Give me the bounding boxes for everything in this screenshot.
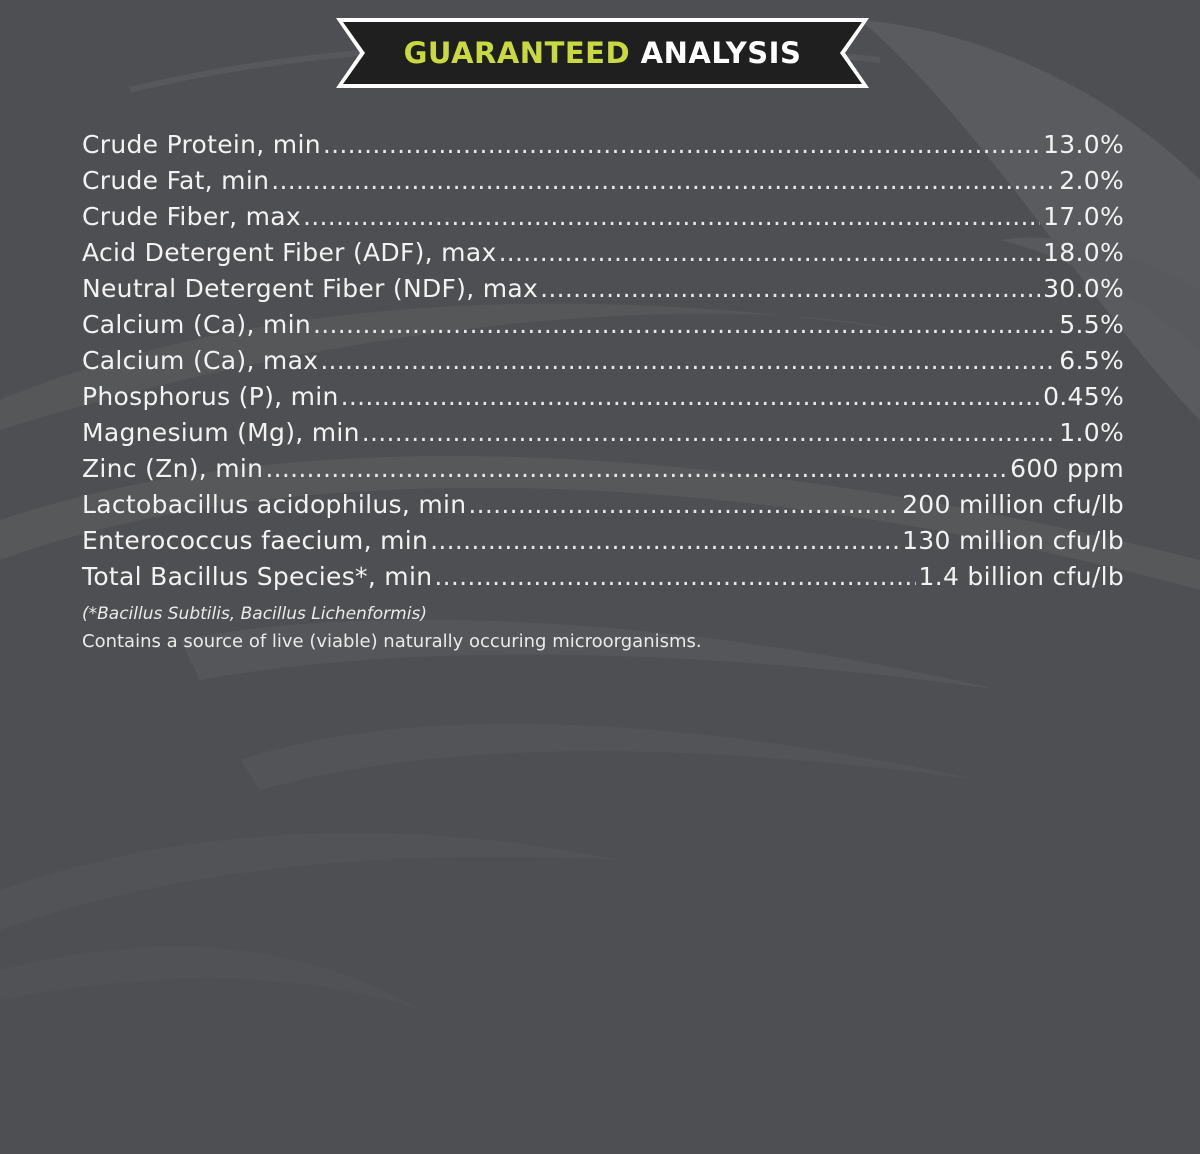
analysis-row <box>82 130 1124 166</box>
analysis-value: 13.0% <box>1043 130 1124 159</box>
dot-leader <box>265 454 1007 483</box>
analysis-row <box>82 562 1124 598</box>
analysis-value: 18.0% <box>1043 238 1124 267</box>
banner-title <box>334 16 871 90</box>
dot-leader <box>323 130 1040 159</box>
analysis-label: Crude Fat, min <box>82 166 270 195</box>
dot-leader <box>468 490 899 519</box>
dot-leader <box>540 274 1040 303</box>
analysis-row <box>82 310 1124 346</box>
analysis-label: Crude Fiber, max <box>82 202 301 231</box>
analysis-label: Lactobacillus acidophilus, min <box>82 490 467 519</box>
dot-leader <box>434 562 915 591</box>
analysis-value: 17.0% <box>1043 202 1124 231</box>
banner-title-rest: ANALYSIS <box>640 36 802 70</box>
dot-leader <box>271 166 1056 195</box>
analysis-value: 200 million cfu/lb <box>902 490 1124 519</box>
analysis-value: 6.5% <box>1059 346 1124 375</box>
dot-leader <box>313 310 1056 339</box>
analysis-value: 600 ppm <box>1010 454 1124 483</box>
analysis-value: 1.0% <box>1059 418 1124 447</box>
analysis-label: Calcium (Ca), min <box>82 310 311 339</box>
dot-leader <box>430 526 899 555</box>
analysis-row <box>82 274 1124 310</box>
analysis-label: Phosphorus (P), min <box>82 382 339 411</box>
dot-leader <box>362 418 1056 447</box>
dot-leader <box>499 238 1041 267</box>
analysis-row <box>82 490 1124 526</box>
analysis-row <box>82 382 1124 418</box>
analysis-value: 2.0% <box>1059 166 1124 195</box>
analysis-label: Neutral Detergent Fiber (NDF), max <box>82 274 539 303</box>
analysis-list <box>82 130 1124 598</box>
analysis-label: Crude Protein, min <box>82 130 321 159</box>
dot-leader <box>320 346 1056 375</box>
analysis-row <box>82 202 1124 238</box>
dot-leader <box>341 382 1040 411</box>
analysis-row <box>82 166 1124 202</box>
microorganisms-note: Contains a source of live (viable) naturally occuring microorganisms. <box>82 631 702 652</box>
analysis-label: Acid Detergent Fiber (ADF), max <box>82 238 497 267</box>
analysis-row <box>82 346 1124 382</box>
analysis-label: Magnesium (Mg), min <box>82 418 360 447</box>
analysis-value: 0.45% <box>1043 382 1124 411</box>
analysis-label: Zinc (Zn), min <box>82 454 264 483</box>
analysis-row <box>82 454 1124 490</box>
analysis-label: Total Bacillus Species*, min <box>82 562 433 591</box>
analysis-row <box>82 238 1124 274</box>
analysis-value: 130 million cfu/lb <box>902 526 1124 555</box>
banner-title-accent: GUARANTEED <box>403 36 631 70</box>
analysis-value: 5.5% <box>1059 310 1124 339</box>
analysis-value: 30.0% <box>1043 274 1124 303</box>
guaranteed-analysis-banner <box>334 16 871 90</box>
bacillus-footnote: (*Bacillus Subtilis, Bacillus Lichenformis) <box>82 604 427 624</box>
analysis-row <box>82 526 1124 562</box>
dot-leader <box>303 202 1040 231</box>
analysis-row <box>82 418 1124 454</box>
analysis-label: Enterococcus faecium, min <box>82 526 429 555</box>
analysis-label: Calcium (Ca), max <box>82 346 319 375</box>
analysis-value: 1.4 billion cfu/lb <box>918 562 1124 591</box>
